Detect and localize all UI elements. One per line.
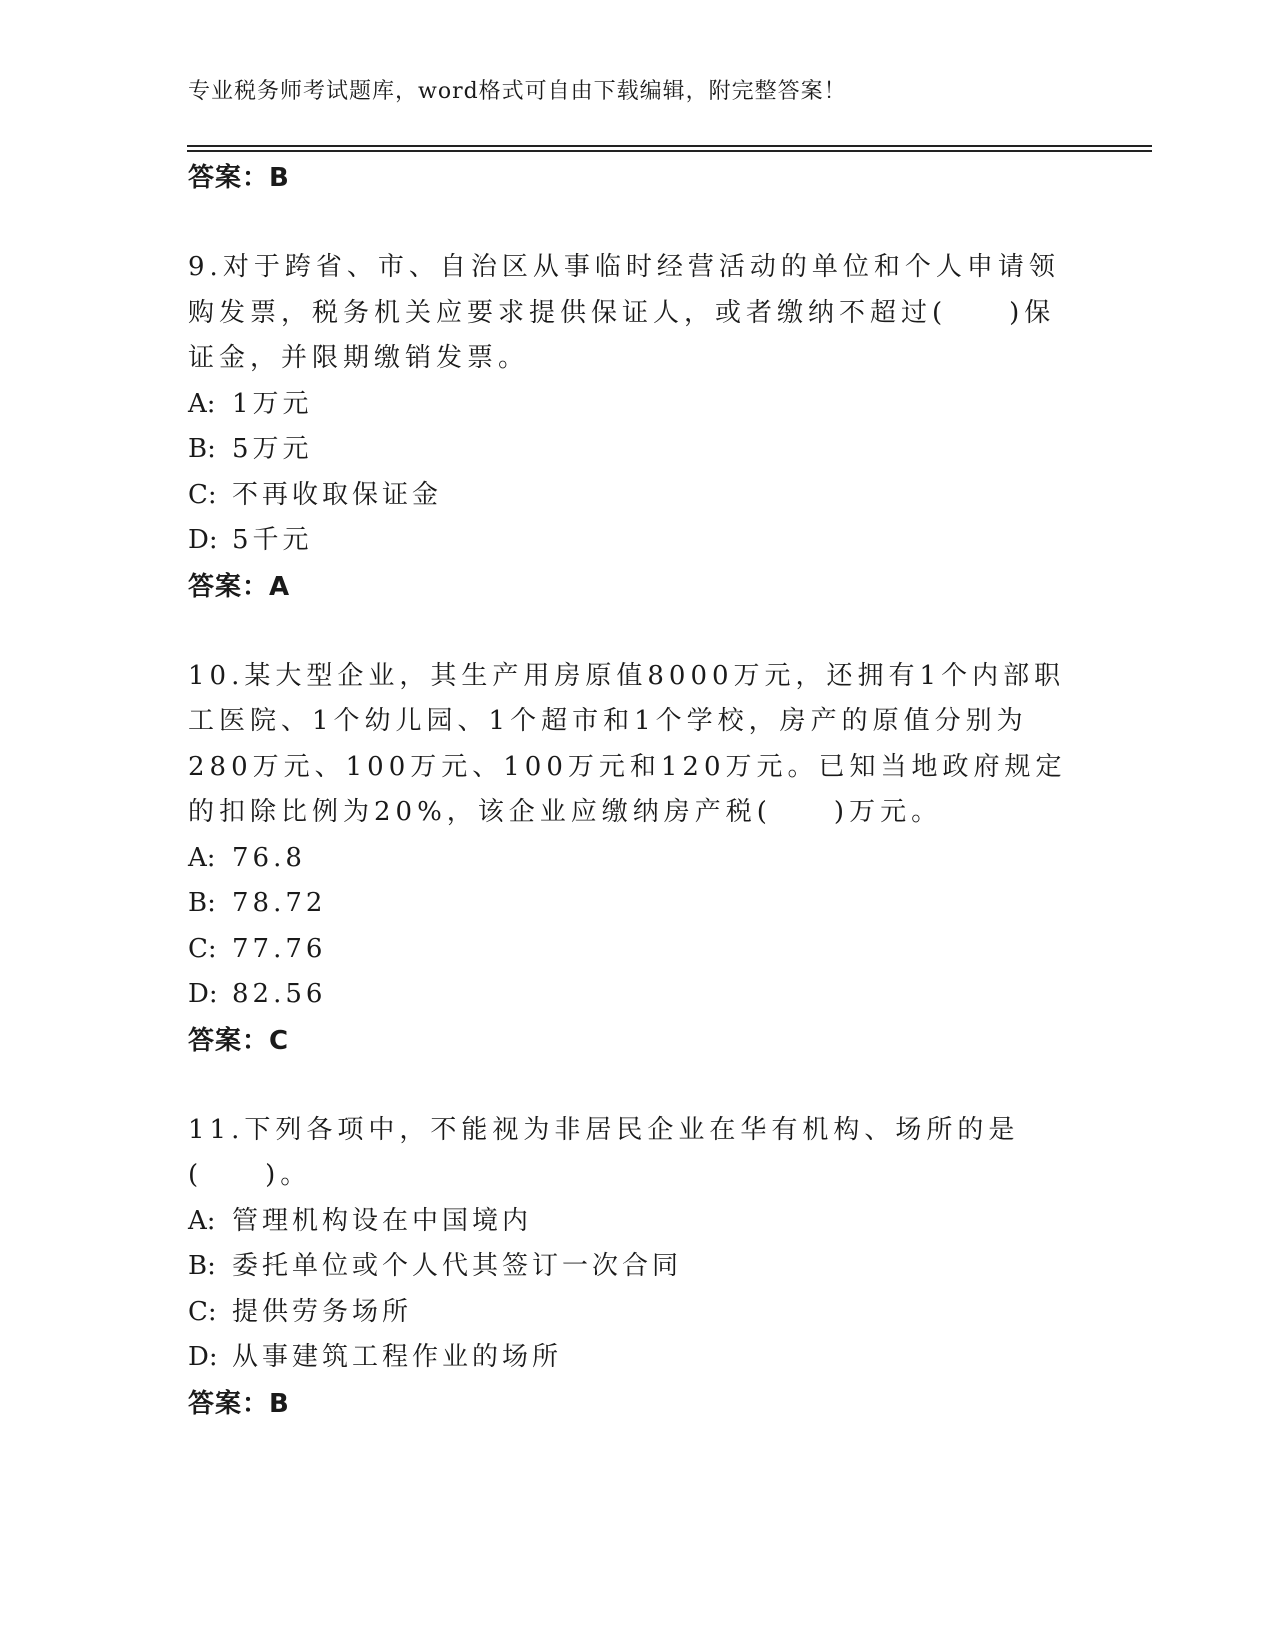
question-text xyxy=(188,1108,1078,1199)
question-number: 9. xyxy=(188,252,223,282)
question-10 xyxy=(188,654,1078,1064)
option-key: C: xyxy=(188,479,217,510)
option-b xyxy=(188,881,1078,927)
option-text: 78.72 xyxy=(232,888,327,918)
option-text: 77.76 xyxy=(232,933,327,964)
option-b xyxy=(188,427,1078,473)
option-key: B: xyxy=(188,888,216,918)
option-text: 从事建筑工程作业的场所 xyxy=(232,1342,563,1372)
page-header: 专业税务师考试题库，word格式可自由下载编辑，附完整答案！ xyxy=(188,79,847,104)
answer-line: 答案：B xyxy=(188,163,290,193)
option-b xyxy=(188,1244,1078,1290)
document-body xyxy=(188,155,1078,1427)
option-key: A: xyxy=(188,842,216,873)
option-a xyxy=(188,836,1078,882)
option-key: D: xyxy=(188,525,218,555)
option-text: 委托单位或个人代其签订一次合同 xyxy=(232,1251,683,1281)
answer-line: 答案：A xyxy=(188,571,291,602)
option-key: C: xyxy=(188,1296,217,1327)
option-text: 5万元 xyxy=(232,434,313,464)
option-key: C: xyxy=(188,933,217,964)
question-stem: 对于跨省、市、自治区从事临时经营活动的单位和个人申请领购发票，税务机关应要求提供保证人，或者缴纳不超过( )保证金，并限期缴销发票。 xyxy=(188,252,1060,373)
option-key: D: xyxy=(188,1342,218,1372)
option-text: 76.8 xyxy=(232,842,306,873)
question-number: 11. xyxy=(188,1114,245,1145)
question-stem: 下列各项中，不能视为非居民企业在华有机构、场所的是( )。 xyxy=(188,1114,1020,1190)
option-key: D: xyxy=(188,979,218,1009)
question-text xyxy=(188,245,1078,382)
question-9 xyxy=(188,245,1078,610)
header-rule xyxy=(187,145,1152,147)
option-c xyxy=(188,927,1078,973)
option-c xyxy=(188,473,1078,519)
option-d xyxy=(188,972,1078,1018)
option-a xyxy=(188,1199,1078,1245)
option-text: 不再收取保证金 xyxy=(232,479,443,510)
question-number: 10. xyxy=(188,660,245,691)
answer-line: 答案：B xyxy=(188,1388,290,1419)
option-d xyxy=(188,1335,1078,1381)
option-key: A: xyxy=(188,1205,216,1236)
option-text: 1万元 xyxy=(232,388,313,419)
option-key: B: xyxy=(188,1251,216,1281)
option-a xyxy=(188,382,1078,428)
option-text: 82.56 xyxy=(232,979,327,1009)
question-stem: 某大型企业，其生产用房原值8000万元，还拥有1个内部职工医院、1个幼儿园、1个超市和1个学校，房产的原值分别为280万元、100万元、100万元和120万元。已知当地政府规定的扣除比例为20%，该企业应缴纳房产税( )万元。 xyxy=(188,660,1067,827)
option-d xyxy=(188,518,1078,564)
option-text: 提供劳务场所 xyxy=(232,1296,413,1327)
option-c xyxy=(188,1290,1078,1336)
option-key: A: xyxy=(188,388,216,419)
option-text: 管理机构设在中国境内 xyxy=(232,1205,533,1236)
question-text xyxy=(188,654,1078,836)
option-text: 5千元 xyxy=(232,525,313,555)
question-11 xyxy=(188,1108,1078,1427)
option-key: B: xyxy=(188,434,216,464)
answer-line: 答案：C xyxy=(188,1025,290,1056)
